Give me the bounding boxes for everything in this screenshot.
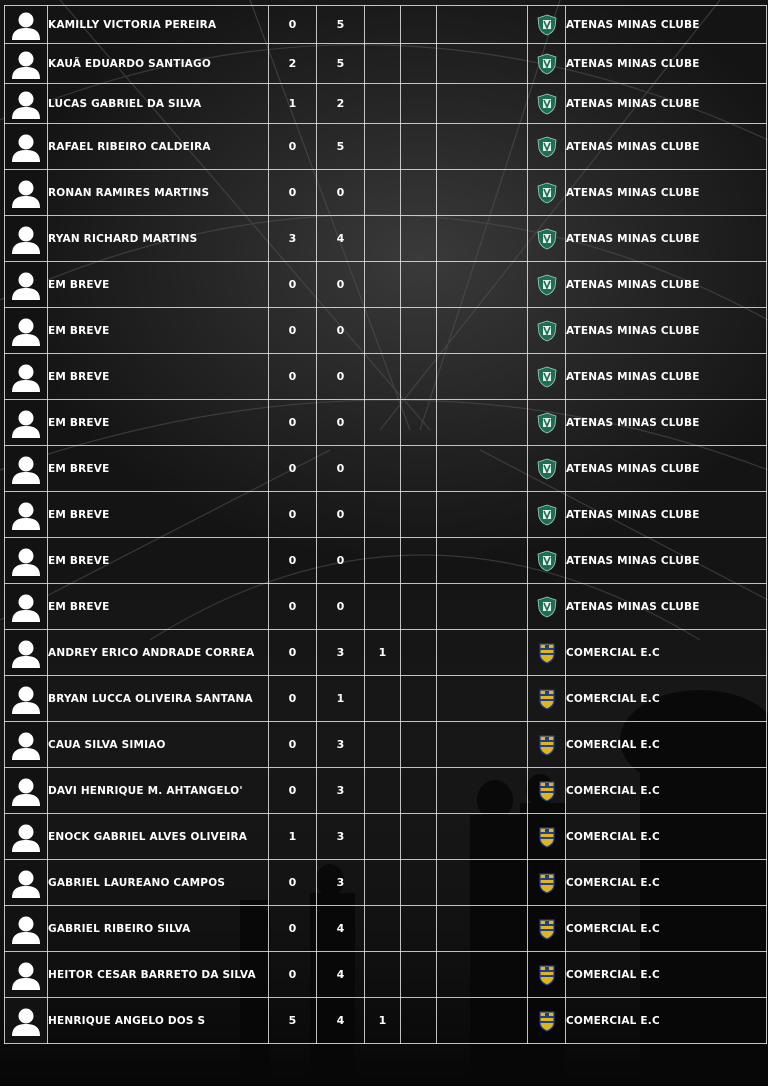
table-row <box>5 952 767 998</box>
player-name: KAMILLY VICTORIA PEREIRA <box>48 6 269 44</box>
team-name: COMERCIAL E.C <box>566 906 767 952</box>
empty-cell <box>401 216 437 262</box>
team-name: ATENAS MINAS CLUBE <box>566 538 767 584</box>
atenas-minas-clube-badge-icon <box>537 550 557 572</box>
player-name: EM BREVE <box>48 400 269 446</box>
player-name: EM BREVE <box>48 308 269 354</box>
comercial-ec-badge-icon <box>537 688 557 710</box>
table-row <box>5 906 767 952</box>
stat-cell-3 <box>365 354 401 400</box>
stat-cell-3: 1 <box>365 630 401 676</box>
team-name: ATENAS MINAS CLUBE <box>566 124 767 170</box>
stat-cell-2: 4 <box>317 216 365 262</box>
team-badge <box>528 906 566 952</box>
user-silhouette-icon <box>10 88 42 120</box>
player-name: BRYAN LUCCA OLIVEIRA SANTANA <box>48 676 269 722</box>
empty-cell <box>437 6 528 44</box>
team-badge <box>528 538 566 584</box>
empty-cell <box>401 722 437 768</box>
table-row <box>5 768 767 814</box>
player-name: DAVI HENRIQUE M. AHTANGELO' <box>48 768 269 814</box>
empty-cell <box>437 814 528 860</box>
team-name: COMERCIAL E.C <box>566 998 767 1044</box>
avatar <box>5 630 48 676</box>
team-name: COMERCIAL E.C <box>566 768 767 814</box>
stat-cell-1: 0 <box>269 6 317 44</box>
stat-cell-2: 3 <box>317 722 365 768</box>
atenas-minas-clube-badge-icon <box>537 458 557 480</box>
player-name: GABRIEL RIBEIRO SILVA <box>48 906 269 952</box>
user-silhouette-icon <box>10 821 42 853</box>
team-badge <box>528 722 566 768</box>
comercial-ec-badge-icon <box>537 1010 557 1032</box>
stat-cell-3 <box>365 216 401 262</box>
avatar <box>5 676 48 722</box>
stat-cell-1: 1 <box>269 814 317 860</box>
stat-cell-1: 0 <box>269 630 317 676</box>
stat-cell-3 <box>365 124 401 170</box>
atenas-minas-clube-badge-icon <box>537 412 557 434</box>
team-name: COMERCIAL E.C <box>566 630 767 676</box>
table-row <box>5 814 767 860</box>
empty-cell <box>437 216 528 262</box>
stat-cell-1: 0 <box>269 584 317 630</box>
atenas-minas-clube-badge-icon <box>537 504 557 526</box>
team-badge <box>528 216 566 262</box>
avatar <box>5 170 48 216</box>
player-name: EM BREVE <box>48 354 269 400</box>
stat-cell-1: 0 <box>269 262 317 308</box>
empty-cell <box>437 952 528 998</box>
stat-cell-3 <box>365 84 401 124</box>
team-badge <box>528 6 566 44</box>
team-name: ATENAS MINAS CLUBE <box>566 6 767 44</box>
empty-cell <box>401 952 437 998</box>
stat-cell-2: 4 <box>317 952 365 998</box>
avatar <box>5 84 48 124</box>
stat-cell-3 <box>365 538 401 584</box>
stat-cell-2: 0 <box>317 584 365 630</box>
team-name: ATENAS MINAS CLUBE <box>566 446 767 492</box>
empty-cell <box>437 354 528 400</box>
user-silhouette-icon <box>10 361 42 393</box>
team-badge <box>528 630 566 676</box>
stat-cell-3 <box>365 6 401 44</box>
empty-cell <box>437 906 528 952</box>
player-name: ENOCK GABRIEL ALVES OLIVEIRA <box>48 814 269 860</box>
user-silhouette-icon <box>10 683 42 715</box>
team-badge <box>528 676 566 722</box>
stat-cell-1: 0 <box>269 538 317 584</box>
avatar <box>5 906 48 952</box>
avatar <box>5 262 48 308</box>
avatar <box>5 6 48 44</box>
empty-cell <box>401 262 437 308</box>
stat-cell-3 <box>365 308 401 354</box>
empty-cell <box>401 676 437 722</box>
user-silhouette-icon <box>10 269 42 301</box>
team-name: ATENAS MINAS CLUBE <box>566 400 767 446</box>
stat-cell-2: 1 <box>317 676 365 722</box>
stat-cell-2: 3 <box>317 860 365 906</box>
stat-cell-2: 3 <box>317 768 365 814</box>
stat-cell-1: 3 <box>269 216 317 262</box>
stat-cell-2: 3 <box>317 814 365 860</box>
empty-cell <box>401 538 437 584</box>
table-row <box>5 998 767 1044</box>
stat-cell-1: 0 <box>269 124 317 170</box>
avatar <box>5 492 48 538</box>
stat-cell-3 <box>365 262 401 308</box>
user-silhouette-icon <box>10 913 42 945</box>
empty-cell <box>437 446 528 492</box>
atenas-minas-clube-badge-icon <box>537 596 557 618</box>
user-silhouette-icon <box>10 545 42 577</box>
team-name: COMERCIAL E.C <box>566 676 767 722</box>
player-name: CAUA SILVA SIMIAO <box>48 722 269 768</box>
empty-cell <box>401 6 437 44</box>
avatar <box>5 998 48 1044</box>
stat-cell-2: 0 <box>317 170 365 216</box>
avatar <box>5 584 48 630</box>
stat-cell-1: 1 <box>269 84 317 124</box>
table-row <box>5 170 767 216</box>
user-silhouette-icon <box>10 453 42 485</box>
empty-cell <box>437 124 528 170</box>
stat-cell-1: 0 <box>269 354 317 400</box>
table-row <box>5 676 767 722</box>
empty-cell <box>401 998 437 1044</box>
team-badge <box>528 768 566 814</box>
stat-cell-2: 0 <box>317 446 365 492</box>
team-name: ATENAS MINAS CLUBE <box>566 584 767 630</box>
table-row <box>5 538 767 584</box>
stat-cell-2: 3 <box>317 630 365 676</box>
user-silhouette-icon <box>10 48 42 80</box>
table-row <box>5 6 767 44</box>
stat-cell-1: 0 <box>269 308 317 354</box>
comercial-ec-badge-icon <box>537 826 557 848</box>
empty-cell <box>401 84 437 124</box>
stat-cell-1: 5 <box>269 998 317 1044</box>
player-name: RONAN RAMIRES MARTINS <box>48 170 269 216</box>
team-name: ATENAS MINAS CLUBE <box>566 84 767 124</box>
table-row <box>5 400 767 446</box>
atenas-minas-clube-badge-icon <box>537 14 557 36</box>
stat-cell-3 <box>365 768 401 814</box>
team-badge <box>528 952 566 998</box>
player-name: RYAN RICHARD MARTINS <box>48 216 269 262</box>
stat-cell-2: 0 <box>317 308 365 354</box>
stat-cell-3: 1 <box>365 998 401 1044</box>
avatar <box>5 538 48 584</box>
avatar <box>5 354 48 400</box>
empty-cell <box>437 584 528 630</box>
table-row <box>5 308 767 354</box>
atenas-minas-clube-badge-icon <box>537 182 557 204</box>
user-silhouette-icon <box>10 867 42 899</box>
stat-cell-2: 4 <box>317 906 365 952</box>
player-name: KAUÃ EDUARDO SANTIAGO <box>48 44 269 84</box>
stat-cell-3 <box>365 584 401 630</box>
user-silhouette-icon <box>10 9 42 41</box>
empty-cell <box>401 814 437 860</box>
user-silhouette-icon <box>10 775 42 807</box>
empty-cell <box>401 584 437 630</box>
stat-cell-1: 0 <box>269 722 317 768</box>
avatar <box>5 124 48 170</box>
table-row <box>5 492 767 538</box>
comercial-ec-badge-icon <box>537 964 557 986</box>
stat-cell-2: 5 <box>317 6 365 44</box>
avatar <box>5 768 48 814</box>
avatar <box>5 814 48 860</box>
user-silhouette-icon <box>10 177 42 209</box>
player-name: EM BREVE <box>48 584 269 630</box>
table-row <box>5 262 767 308</box>
user-silhouette-icon <box>10 499 42 531</box>
stat-cell-1: 0 <box>269 446 317 492</box>
empty-cell <box>437 492 528 538</box>
table-row <box>5 124 767 170</box>
empty-cell <box>401 308 437 354</box>
team-name: COMERCIAL E.C <box>566 814 767 860</box>
avatar <box>5 44 48 84</box>
atenas-minas-clube-badge-icon <box>537 320 557 342</box>
player-name: EM BREVE <box>48 492 269 538</box>
empty-cell <box>401 44 437 84</box>
avatar <box>5 308 48 354</box>
avatar <box>5 446 48 492</box>
roster-table <box>4 5 767 1044</box>
empty-cell <box>437 860 528 906</box>
player-name: RAFAEL RIBEIRO CALDEIRA <box>48 124 269 170</box>
empty-cell <box>401 768 437 814</box>
empty-cell <box>437 400 528 446</box>
stat-cell-2: 5 <box>317 44 365 84</box>
stat-cell-1: 0 <box>269 400 317 446</box>
table-row <box>5 44 767 84</box>
comercial-ec-badge-icon <box>537 918 557 940</box>
atenas-minas-clube-badge-icon <box>537 53 557 75</box>
atenas-minas-clube-badge-icon <box>537 366 557 388</box>
team-badge <box>528 446 566 492</box>
empty-cell <box>401 446 437 492</box>
stat-cell-1: 0 <box>269 768 317 814</box>
team-badge <box>528 814 566 860</box>
stat-cell-2: 5 <box>317 124 365 170</box>
stat-cell-1: 0 <box>269 860 317 906</box>
stat-cell-3 <box>365 676 401 722</box>
empty-cell <box>401 906 437 952</box>
team-name: COMERCIAL E.C <box>566 952 767 998</box>
user-silhouette-icon <box>10 637 42 669</box>
stat-cell-1: 0 <box>269 676 317 722</box>
table-row <box>5 354 767 400</box>
atenas-minas-clube-badge-icon <box>537 228 557 250</box>
user-silhouette-icon <box>10 591 42 623</box>
comercial-ec-badge-icon <box>537 872 557 894</box>
team-badge <box>528 998 566 1044</box>
empty-cell <box>437 722 528 768</box>
empty-cell <box>437 170 528 216</box>
team-name: ATENAS MINAS CLUBE <box>566 262 767 308</box>
player-name: HENRIQUE ANGELO DOS S <box>48 998 269 1044</box>
stat-cell-2: 0 <box>317 400 365 446</box>
player-name: GABRIEL LAUREANO CAMPOS <box>48 860 269 906</box>
stat-cell-2: 0 <box>317 262 365 308</box>
team-name: ATENAS MINAS CLUBE <box>566 170 767 216</box>
table-row <box>5 722 767 768</box>
empty-cell <box>437 676 528 722</box>
stat-cell-1: 2 <box>269 44 317 84</box>
stat-cell-3 <box>365 400 401 446</box>
user-silhouette-icon <box>10 729 42 761</box>
user-silhouette-icon <box>10 407 42 439</box>
stat-cell-2: 0 <box>317 354 365 400</box>
stat-cell-3 <box>365 170 401 216</box>
stat-cell-1: 0 <box>269 492 317 538</box>
atenas-minas-clube-badge-icon <box>537 136 557 158</box>
player-name: LUCAS GABRIEL DA SILVA <box>48 84 269 124</box>
user-silhouette-icon <box>10 223 42 255</box>
stat-cell-3 <box>365 906 401 952</box>
team-badge <box>528 308 566 354</box>
avatar <box>5 860 48 906</box>
team-name: COMERCIAL E.C <box>566 722 767 768</box>
empty-cell <box>401 354 437 400</box>
empty-cell <box>437 538 528 584</box>
team-name: ATENAS MINAS CLUBE <box>566 216 767 262</box>
stat-cell-2: 2 <box>317 84 365 124</box>
stat-cell-3 <box>365 446 401 492</box>
stat-cell-2: 0 <box>317 538 365 584</box>
table-row <box>5 446 767 492</box>
table-row <box>5 630 767 676</box>
empty-cell <box>401 492 437 538</box>
team-badge <box>528 400 566 446</box>
empty-cell <box>437 262 528 308</box>
player-name: ANDREY ERICO ANDRADE CORREA <box>48 630 269 676</box>
empty-cell <box>401 124 437 170</box>
stat-cell-1: 0 <box>269 170 317 216</box>
player-name: EM BREVE <box>48 262 269 308</box>
table-row <box>5 216 767 262</box>
table-row <box>5 860 767 906</box>
player-name: EM BREVE <box>48 446 269 492</box>
stat-cell-2: 4 <box>317 998 365 1044</box>
stat-cell-2: 0 <box>317 492 365 538</box>
empty-cell <box>437 768 528 814</box>
avatar <box>5 952 48 998</box>
team-badge <box>528 44 566 84</box>
avatar <box>5 722 48 768</box>
stat-cell-3 <box>365 44 401 84</box>
empty-cell <box>437 44 528 84</box>
stat-cell-1: 0 <box>269 906 317 952</box>
stat-cell-3 <box>365 860 401 906</box>
stat-cell-3 <box>365 492 401 538</box>
stat-cell-3 <box>365 952 401 998</box>
stat-cell-3 <box>365 722 401 768</box>
empty-cell <box>401 400 437 446</box>
user-silhouette-icon <box>10 959 42 991</box>
user-silhouette-icon <box>10 1005 42 1037</box>
team-badge <box>528 492 566 538</box>
atenas-minas-clube-badge-icon <box>537 93 557 115</box>
comercial-ec-badge-icon <box>537 642 557 664</box>
empty-cell <box>437 308 528 354</box>
empty-cell <box>401 860 437 906</box>
avatar <box>5 216 48 262</box>
empty-cell <box>401 630 437 676</box>
team-badge <box>528 354 566 400</box>
team-name: ATENAS MINAS CLUBE <box>566 308 767 354</box>
team-badge <box>528 170 566 216</box>
team-name: COMERCIAL E.C <box>566 860 767 906</box>
table-row <box>5 84 767 124</box>
team-name: ATENAS MINAS CLUBE <box>566 492 767 538</box>
user-silhouette-icon <box>10 315 42 347</box>
table-row <box>5 584 767 630</box>
empty-cell <box>401 170 437 216</box>
empty-cell <box>437 84 528 124</box>
team-name: ATENAS MINAS CLUBE <box>566 44 767 84</box>
team-badge <box>528 262 566 308</box>
team-badge <box>528 860 566 906</box>
stat-cell-1: 0 <box>269 952 317 998</box>
comercial-ec-badge-icon <box>537 734 557 756</box>
team-badge <box>528 124 566 170</box>
player-name: EM BREVE <box>48 538 269 584</box>
team-badge <box>528 84 566 124</box>
player-name: HEITOR CESAR BARRETO DA SILVA <box>48 952 269 998</box>
atenas-minas-clube-badge-icon <box>537 274 557 296</box>
user-silhouette-icon <box>10 131 42 163</box>
team-name: ATENAS MINAS CLUBE <box>566 354 767 400</box>
team-badge <box>528 584 566 630</box>
roster-body <box>5 6 767 1044</box>
empty-cell <box>437 998 528 1044</box>
comercial-ec-badge-icon <box>537 780 557 802</box>
avatar <box>5 400 48 446</box>
empty-cell <box>437 630 528 676</box>
stat-cell-3 <box>365 814 401 860</box>
